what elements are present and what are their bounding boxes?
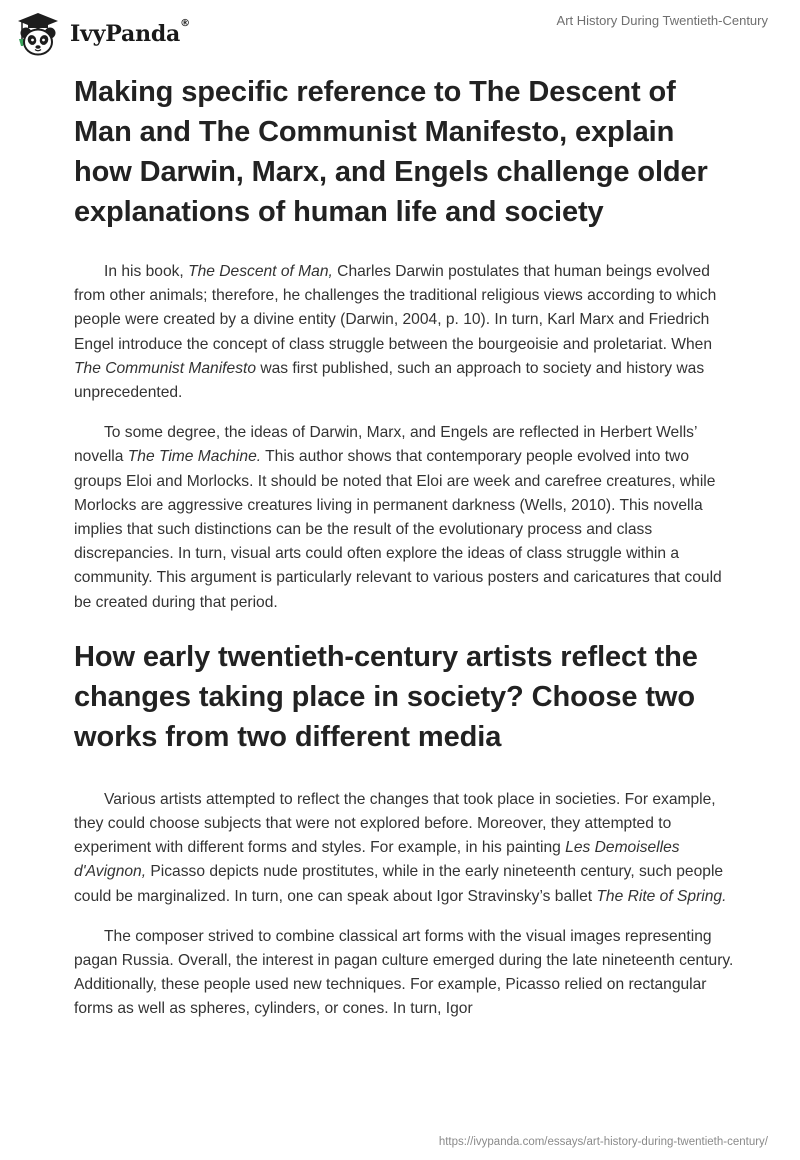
section-1-paragraph-1: In his book, The Descent of Man, Charles Darwin postulates that human beings evolved from other animals; therefore, he challenges the traditional religious views according to which people were created by a divine entity (Darwin, 2004, p. 10). In turn, Karl Marx and Friedrich Engel introduce the concept of class struggle between the bourgeoisie and proletariat. When The Communist Manifesto was first published, such an approach to society and history was unprecedented. (74, 263, 717, 402)
italic-title: The Communist Manifesto (74, 359, 256, 377)
italic-title: The Rite of Spring. (596, 887, 727, 905)
essay-content (74, 72, 734, 1022)
section-heading-2: How early twentieth-century artists reflect the changes taking place in society? Choose two works from two different media (74, 640, 698, 753)
italic-title: The Time Machine. (127, 448, 262, 466)
italic-title: Les Demoiselles d'Avignon, (74, 839, 680, 881)
brand-logo[interactable] (14, 11, 190, 57)
registered-mark: ® (180, 18, 190, 29)
panda-graduate-icon (14, 11, 62, 57)
section-heading-1: Making specific reference to The Descent of Man and The Communist Manifesto, explain how Darwin, Marx, and Engels challenge older explanations of human life and society (74, 76, 708, 228)
section-2-paragraph-1: Various artists attempted to reflect the changes that took place in societies. For example, they could choose subjects that were not explored before. Moreover, they attempted to experiment with different forms and styles. For example, in his painting Les Demoiselles d'Avignon, Picasso depicts nude prostitutes, while in the early nineteenth century, such people could be marginalized. In turn, one can speak about Igor Stravinsky’s ballet The Rite of Spring. (74, 790, 727, 905)
italic-title: The Descent of Man, (188, 263, 333, 280)
brand-name: IvyPanda® (70, 18, 190, 47)
source-url[interactable]: https://ivypanda.com/essays/art-history-during-twentieth-century/ (438, 1136, 768, 1148)
page-header (0, 0, 800, 64)
section-2-paragraph-2: The composer strived to combine classical art forms with the visual images representing pagan Russia. Overall, the interest in pagan culture emerged during the late nineteenth century. Additionally, these people used new techniques. For example, Picasso relied on rectangular forms as well as spheres, cylinders, or cones. In turn, Igor (74, 927, 734, 1018)
document-title: Art History During Twentieth-Century (556, 13, 768, 28)
section-1-paragraph-2: To some degree, the ideas of Darwin, Marx, and Engels are reflected in Herbert Wells’ novella The Time Machine. This author shows that contemporary people evolved into two groups Eloi and Morlocks. It should be noted that Eloi are week and carefree creatures, while Morlocks are aggressive creatures living in permanent darkness (Wells, 2010). This novella implies that such distinctions can be the result of the evolutionary process and class discrepancies. In turn, visual arts could often explore the ideas of class struggle within a community. This argument is particularly relevant to various posters and caricatures that could be created during that period. (74, 424, 722, 611)
